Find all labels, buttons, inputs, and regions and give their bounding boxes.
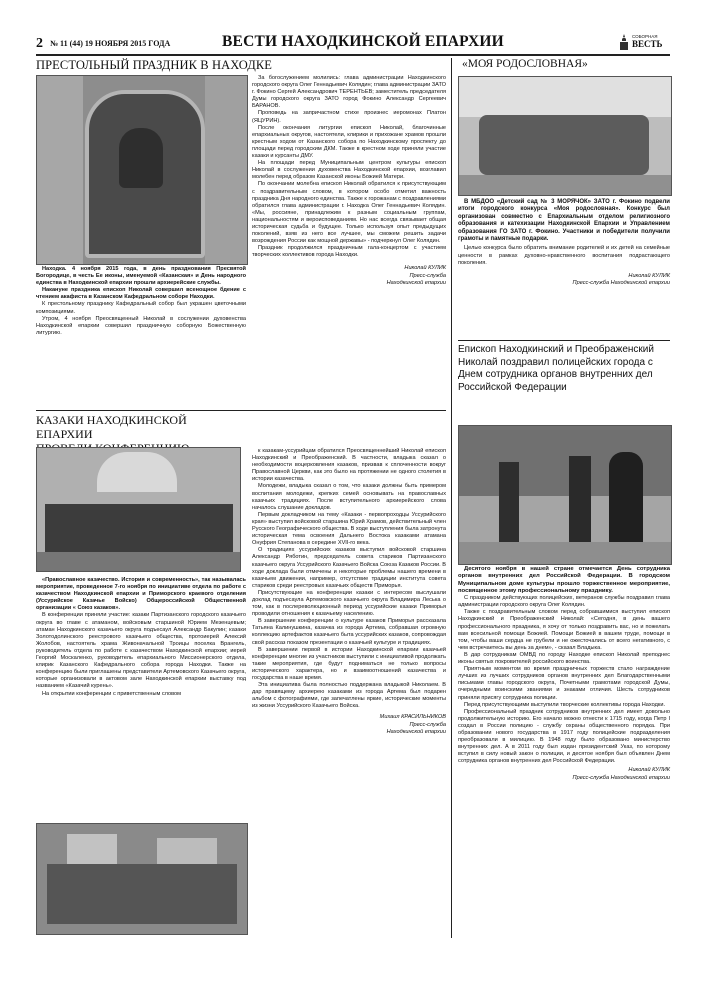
article1-p1: Накануне праздника епископ Николай совершил всенощное бдение с чтением акафиста в Казанском Кафедральном соборе Находки. [36, 287, 246, 301]
page-number: 2 [36, 36, 43, 51]
article4-p3: В дар сотрудникам ОМВД по городу Находке епископ Николай преподнес иконы святых покровителей российского воинства. [458, 651, 670, 666]
article4-column [458, 566, 670, 782]
article4-p5: Перед присутствующими выступили творческие коллективы города Находки. [464, 701, 665, 708]
article1-sign-name: Николай КУЛИК [404, 265, 446, 272]
article1-title: ПРЕСТОЛЬНЫЙ ПРАЗДНИК В НАХОДКЕ [36, 58, 273, 72]
article2-mid-p4: О традициях уссурийских казаков выступил войсковой старшина Александр Ряботин, председатель совета стариков Партизанского казачьего округа Уссурийского Казачьего Войска Союза Казаков России. В ходе доклада были отмечены и некоторые проблемы нашего времени в казачьем движении, например, отсутствие традиции института совета стариков среди реестровых казачьих обществ Приморья. [252, 547, 446, 589]
article1-right-column [252, 75, 446, 287]
issue-info: № 11 (44) 19 НОЯБРЯ 2015 ГОДА [50, 39, 171, 48]
article2-right-column [252, 448, 446, 736]
logo-text-bottom: ВЕСТЬ [632, 39, 663, 49]
article2-p1: В конференции приняли участие: казаки Партизанского городского казачьего округа во главе с атаманом, войсковым старшиной Юрием Мезенцевым; атаман Находкинского казачьего округа подъесаул Александр Бакулин; казаки Золотодолинского реестрового казачьего общества, протоиерей Алексий Жолобов, настоятель храма Живоначальной Троицы поселка Врангель, руководитель отдела по работе с казачеством Находкинской епархии; иерей Георгий Москаленко, руководитель епархиального Миссионерского отдела, клирик Казанского Кафедрального собора города Находки. Также на конференцию были приглашены представители Артемовского Казачьего округа, которые организовали в актовом зале Находкинской епархии выставку под названием «Казачий курень». [36, 612, 246, 690]
article1-sign-org: Находкинской епархии [386, 279, 446, 286]
article1-right-p4: На площади перед Муниципальным центром культуры епископ Николай в сослужении духовенства Находкинской епархии, возглавил молебен перед образом Казанской иконы Божией Матери. [252, 160, 446, 181]
article2-mid-p8: Эта инициатива была полностью поддержана владыкой Николаем. В дар правящему архиерею казаками из города Артема был подарен альбом с фотографиями, где запечатлены яркие, исторические моменты из жизни Уссурийского Казачьего Войска. [252, 682, 446, 710]
article1-right-p5: По окончании молебна епископ Николай обратился к присутствующим с поздравительным словом, в котором особо отметил важность праздника Дня народного единства. Также к горожанам с поздравлениями обратился глава администрации г. Находка Олег Геннадьевич Колядин. «Мы, россияне, принадлежим к разным социальным группам, национальностям и вероисповеданиям. Но нас всегда связывает общая историческая судьба и будущее. Только используя опыт предыдущих поколений, взяв из него все лучшее, мы сможем решить задачи возрождения России как мощной державы» - подчеркнул Олег Колядин. [252, 181, 446, 245]
article3-sign-role: Пресс-служба Находкинской епархии [572, 279, 670, 286]
article4-lead: Десятого ноября в нашей стране отмечается День сотрудника органов внутренних дел Российской Федерации. В городском Муниципальном доме культуры прошло торжественное мероприятие, посвященное этому профессиональному празднику. [458, 566, 670, 594]
kindergarten-photo [458, 76, 672, 196]
article1-right-p6: Праздник продолжился праздничным гала-концертом с участием творческих коллективов города Находки. [252, 245, 446, 259]
article2-mid-p3: Первым докладчиком на тему «Казаки - первопроходцы Уссурийского края» выступил войсковой старшина Юрий Храмов, действительный член Русского Географического общества. В ходе выступления была затронута историческая тема освоения Дальнего Востока казаками атамана Онуфрия Степанова в середине XVII-го века. [252, 511, 446, 547]
article1-right-p2: Проповедь на запричастном стихе произнес иеромонах Платон (ЯЦУРИН). [252, 110, 446, 124]
cossacks-group-photo [36, 447, 241, 572]
exhibition-photo [36, 823, 248, 935]
church-icon [618, 34, 630, 50]
article1-p2: К престольному празднику Кафедральный собор был украшен цветочными композициями. [36, 301, 246, 315]
article2-mid-p5: Присутствующие на конференции казаки с интересом выслушали доклад подъесаула Артемовского казачьего округа Владимира Леська о том, как в послереволюционный период уссурийские казаки Приморья проводили отношения к казачьему населению. [252, 589, 446, 618]
article4-p2: Также с поздравительным словом перед собравшимися выступил епископ Находкинский и Преображенский Николай: «Сегодня, в день вашего профессионального праздника, я хочу от только поздравить вас, но и пожелать вам всесильной помощи Божией. Помощи Божией в вашем труде, помощи в том, чтобы ваши сердца не грубели и не ожесточались от всего негативного, с чем встречаетесь вы день за днем», - сказал Владыка. [458, 609, 670, 651]
column-divider [451, 58, 452, 938]
article4-p6: Профессиональный праздник сотрудников внутренних дел имеет довольно продолжительную историю. Его начало можно отнести к 1715 году, когда Петр I создал в России полицию - службу охраны общественного порядка. При образовании нового государства в 1917 году полицейские подразделения преобразовали в милицию. В 1948 году было образовано министерство внутренних дел. А в 2011 году был издан президентский Указ, по которому вступил в силу новый закон о полиции, и десятое ноября был объявлен Днем сотрудника органов внутренних дел Российской Федерации. [458, 708, 670, 765]
article2-left-column [36, 577, 246, 698]
article3-p1: Целью конкурса было обратить внимание родителей и их детей на семейные ценности в рамках духовно-нравственного воспитания подрастающего поколения. [458, 245, 670, 266]
article1-right-p3: После окончания литургии епископ Николай, благочинные епархиальных округов, настоятели, клирики и прихожане храмов прошли крестным ходом от Казанского собора по Находкинскому проспекту до площади перед городским ДКМ. Также в крестном ходе приняли участие казаки и курсанты ДМУ. [252, 124, 446, 160]
article1-sign-role: Пресс-служба [409, 272, 446, 279]
article1-lead: Находка. 4 ноября 2015 года, в день празднования Пресвятой Богородице, в честь Ее иконы, именуемой «Казанская» и День народного единства в Находкинской епархии прошли архиерейские службы. [36, 266, 246, 287]
article4-p1: С праздником действующих полицейских, ветеранов службы поздравил глава администрации городского округа Олег Колядин. [458, 595, 670, 609]
icon-kazan-photo [36, 75, 248, 265]
article3-sign-name: Николай КУЛИК [628, 272, 670, 279]
article4-sign-role: Пресс-служба Находкинской епархии [572, 774, 670, 781]
article3-title: «МОЯ РОДОСЛОВНАЯ» [462, 58, 588, 70]
newspaper-logo [618, 32, 670, 52]
header-rule [36, 54, 670, 56]
article1-right-p1: За богослужением молились: глава администрации Находкинского городского округа Олег Геннадьевич Колядин; глава администрации ЗАТО г. Фокино Сергей Александрович ТЕРЕНТЬЕВ; заместитель председателя Думы городского округа ЗАТО город Фокино Александр Сергеевич БАРАНОВ. [252, 75, 446, 110]
article4-p4: Приятным моментом во время праздничных торжеств стало награждение лучших из лучших сотрудников органов внутренних дел Благодарственными письмами главы городского округа, Почетными грамотами городской Думы, очередными воинскими званиями и знаками отличия. Шесть сотрудников приняли присягу сотрудника полиции. [458, 666, 670, 701]
article2-mid-p7: В завершении первой в истории Находкинской епархии казачьей конференции многие из участников выступили с инициативой продолжать такие мероприятия, где будут подниматься не только вопросы исторического характера, но и взаимоотношений казачества и государства в наше время. [252, 646, 446, 681]
divider-right-mid [458, 340, 670, 341]
article2-lead: «Православное казачество. История и современность», так называлась мероприятие, проведенное 7-го ноября по инициативе отдела по работе с казачеством Находкинской епархии и Приморского краевого отделения (Уссурийское Казачье Войско) Общероссийской Общественной организации « Союз казаков». [36, 577, 246, 612]
article2-sign-name: Михаил КРАСИЛЬНИКОВ [379, 714, 446, 721]
article2-title-line1: КАЗАКИ НАХОДКИНСКОЙ ЕПАРХИИ [36, 413, 187, 441]
article2-p2: На открытии конференции с приветственным словом [42, 690, 181, 697]
article4-sign-name: Николай КУЛИК [628, 767, 670, 774]
article2-mid-p1: к казакам-уссурийцам обратился Преосвященнейший Николай епископ Находкинский и Преображенский. В частности, владыка сказал о необходимости воцерковления казаков, призвав к сплоченности вокруг Православной Церкви, как это было на протяжении не одного столетия в истории казачества. [252, 448, 446, 483]
article2-mid-p2: Молодежи, владыка сказал о том, что казаки должны быть примером воспитания молодежи, крепких семей основывать на православных казачьих традициях. После вступительного архиерейского слова началось слушание докладов. [252, 483, 446, 511]
article4-title: Епископ Находкинский и Преображенский Николай поздравил полицейских города с Днем сотрудника органов внутренних дел Российской Федерации [458, 344, 654, 393]
article1-left-column [36, 266, 246, 337]
article2-sign-org: Находкинской епархии [386, 728, 446, 735]
logo-text-top: СОБОРНАЯ [632, 34, 658, 39]
article3-column [458, 199, 670, 287]
police-ceremony-photo [458, 425, 672, 565]
article1-p3: Утром, 4 ноября Преосвященный Николай в сослужении духовенства Находкинской епархии совершил праздничную соборную Божественную литургию. [36, 315, 246, 336]
article2-sign-role: Пресс-служба [409, 721, 446, 728]
newspaper-title: ВЕСТИ НАХОДКИНСКОЙ ЕПАРХИИ [222, 33, 504, 50]
page-header [36, 32, 670, 54]
divider-left-mid [36, 410, 446, 411]
article2-mid-p6: В завершение конференции о культуре казаков Приморья рассказала Татьяна Калинушкина, казачка из города Артема, собравшая огромную коллекцию артефактов казачьего быта уссурийских казаков, сопровождая свой рассказ показом презентации о казачьей культуре и традициях. [252, 618, 446, 646]
article3-lead: В МБДОО «Детский сад № 3 МОРЯЧОК» ЗАТО г. Фокино подвели итоги городского конкурса «Моя родословная». Конкурс был организован совместно с Епархиальным отделом религиозного образования и катехизации Находкинской Епархии и Управлением образования ГО ЗАТО г. Фокино. Участники и победители получили грамоты и памятные подарки. [458, 199, 670, 243]
